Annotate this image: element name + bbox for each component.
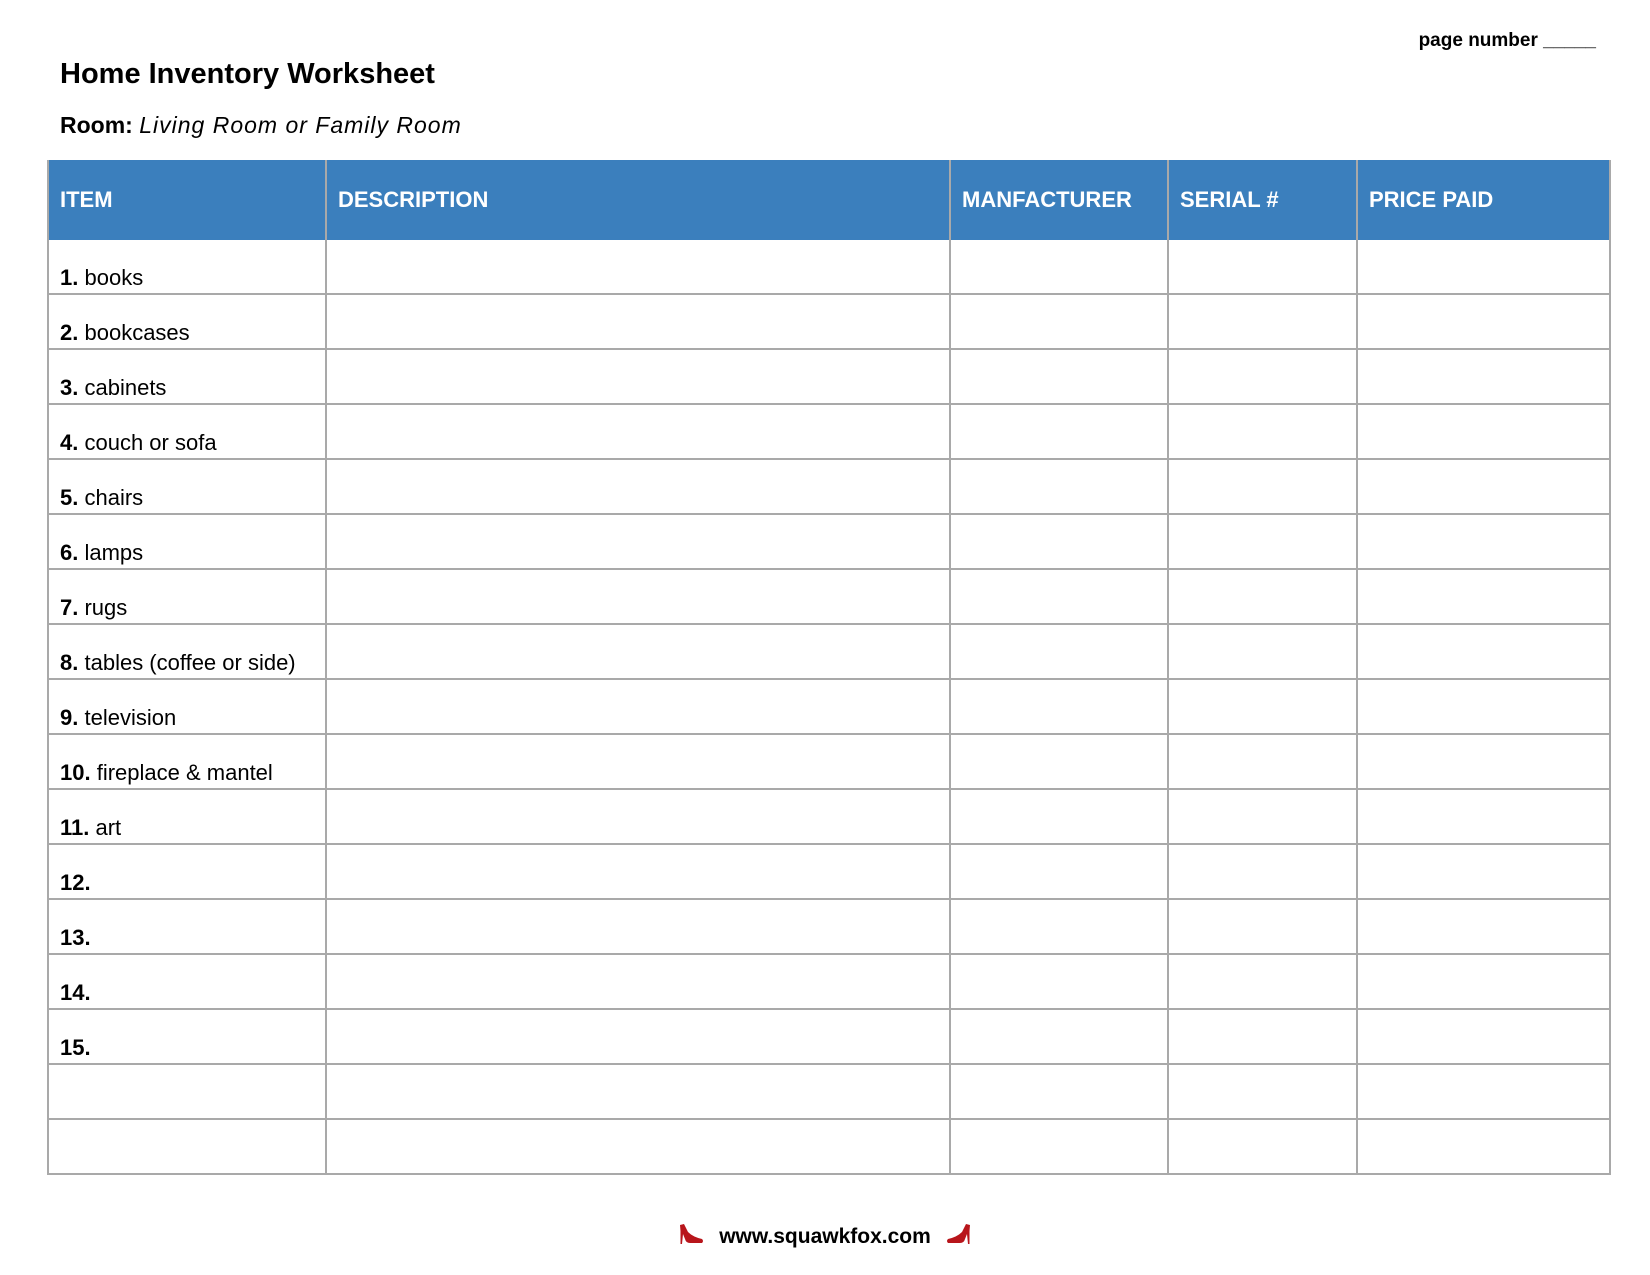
table-row [48, 844, 1610, 899]
cell-price-paid[interactable] [1357, 294, 1610, 349]
cell-serial[interactable] [1168, 624, 1357, 679]
item-name: art [95, 815, 122, 840]
item-name: tables (coffee or side) [84, 650, 296, 675]
table-row [48, 734, 1610, 789]
cell-price-paid[interactable] [1357, 459, 1610, 514]
cell-description[interactable] [326, 459, 950, 514]
table-body [48, 240, 1610, 1174]
cell-serial[interactable] [1168, 844, 1357, 899]
cell-serial[interactable] [1168, 789, 1357, 844]
cell-item[interactable] [48, 349, 326, 404]
cell-item[interactable] [48, 679, 326, 734]
cell-manufacturer[interactable] [950, 954, 1168, 1009]
cell-description[interactable] [326, 899, 950, 954]
column-header-description: DESCRIPTION [326, 160, 950, 240]
cell-manufacturer[interactable] [950, 679, 1168, 734]
table-row [48, 404, 1610, 459]
item-number: 15. [60, 1035, 91, 1060]
item-number: 5. [60, 485, 79, 510]
cell-price-paid[interactable] [1357, 1064, 1610, 1119]
table-row [48, 679, 1610, 734]
cell-item[interactable] [48, 954, 326, 1009]
cell-manufacturer[interactable] [950, 349, 1168, 404]
table-row [48, 1119, 1610, 1174]
column-header-serial: SERIAL # [1168, 160, 1357, 240]
cell-item[interactable] [48, 1064, 326, 1119]
cell-manufacturer[interactable] [950, 789, 1168, 844]
cell-item[interactable] [48, 1119, 326, 1174]
cell-price-paid[interactable] [1357, 679, 1610, 734]
red-high-heel-shoe-icon [945, 1222, 973, 1246]
cell-price-paid[interactable] [1357, 569, 1610, 624]
item-name: cabinets [84, 375, 167, 400]
cell-serial[interactable] [1168, 954, 1357, 1009]
cell-manufacturer[interactable] [950, 1119, 1168, 1174]
cell-manufacturer[interactable] [950, 844, 1168, 899]
table-row [48, 1009, 1610, 1064]
cell-description[interactable] [326, 569, 950, 624]
item-name: rugs [84, 595, 128, 620]
cell-manufacturer[interactable] [950, 569, 1168, 624]
cell-price-paid[interactable] [1357, 1119, 1610, 1174]
cell-serial[interactable] [1168, 404, 1357, 459]
cell-manufacturer[interactable] [950, 404, 1168, 459]
table-header-row [48, 160, 1610, 240]
footer [0, 1222, 1650, 1249]
cell-description[interactable] [326, 1009, 950, 1064]
table-row [48, 569, 1610, 624]
cell-manufacturer[interactable] [950, 624, 1168, 679]
cell-serial[interactable] [1168, 1064, 1357, 1119]
cell-description[interactable] [326, 624, 950, 679]
item-name: couch or sofa [84, 430, 217, 455]
cell-manufacturer[interactable] [950, 459, 1168, 514]
red-high-heel-shoe-icon [677, 1222, 705, 1246]
cell-item[interactable] [48, 899, 326, 954]
item-number: 8. [60, 650, 79, 675]
item-name: bookcases [84, 320, 190, 345]
item-name: chairs [84, 485, 144, 510]
column-header-manufacturer: MANFACTURER [950, 160, 1168, 240]
table-row [48, 954, 1610, 1009]
cell-description[interactable] [326, 844, 950, 899]
item-name: lamps [84, 540, 144, 565]
room-value: Living Room or Family Room [139, 112, 462, 138]
cell-manufacturer[interactable] [950, 1009, 1168, 1064]
item-name: fireplace & mantel [96, 760, 273, 785]
item-number: 9. [60, 705, 79, 730]
inventory-table [47, 160, 1611, 1175]
cell-item[interactable] [48, 624, 326, 679]
cell-description[interactable] [326, 514, 950, 569]
item-number: 12. [60, 870, 91, 895]
cell-price-paid[interactable] [1357, 899, 1610, 954]
cell-serial[interactable] [1168, 569, 1357, 624]
cell-item[interactable] [48, 459, 326, 514]
table-row [48, 514, 1610, 569]
cell-description[interactable] [326, 1119, 950, 1174]
item-number: 13. [60, 925, 91, 950]
cell-price-paid[interactable] [1357, 844, 1610, 899]
table-row [48, 349, 1610, 404]
cell-price-paid[interactable] [1357, 734, 1610, 789]
cell-item[interactable] [48, 514, 326, 569]
cell-description[interactable] [326, 404, 950, 459]
table-row [48, 789, 1610, 844]
cell-serial[interactable] [1168, 1009, 1357, 1064]
table-row [48, 459, 1610, 514]
cell-item[interactable] [48, 240, 326, 294]
cell-description[interactable] [326, 679, 950, 734]
room-line [60, 112, 462, 139]
cell-description[interactable] [326, 734, 950, 789]
cell-item[interactable] [48, 1009, 326, 1064]
cell-price-paid[interactable] [1357, 1009, 1610, 1064]
item-number: 11. [60, 815, 90, 840]
cell-item[interactable] [48, 789, 326, 844]
cell-serial[interactable] [1168, 294, 1357, 349]
item-name: books [84, 265, 144, 290]
cell-item[interactable] [48, 404, 326, 459]
item-number: 7. [60, 595, 79, 620]
cell-description[interactable] [326, 349, 950, 404]
table-row [48, 294, 1610, 349]
cell-manufacturer[interactable] [950, 734, 1168, 789]
cell-description[interactable] [326, 1064, 950, 1119]
cell-serial[interactable] [1168, 734, 1357, 789]
cell-price-paid[interactable] [1357, 240, 1610, 294]
item-number: 4. [60, 430, 79, 455]
room-label: Room: [60, 112, 133, 138]
cell-price-paid[interactable] [1357, 789, 1610, 844]
item-name: television [84, 705, 177, 730]
item-number: 1. [60, 265, 79, 290]
table-row [48, 1064, 1610, 1119]
item-number: 14. [60, 980, 91, 1005]
cell-serial[interactable] [1168, 679, 1357, 734]
column-header-price-paid: PRICE PAID [1357, 160, 1610, 240]
cell-description[interactable] [326, 789, 950, 844]
cell-manufacturer[interactable] [950, 899, 1168, 954]
cell-description[interactable] [326, 954, 950, 1009]
cell-serial[interactable] [1168, 240, 1357, 294]
table-row [48, 624, 1610, 679]
cell-manufacturer[interactable] [950, 514, 1168, 569]
item-number: 2. [60, 320, 79, 345]
cell-manufacturer[interactable] [950, 1064, 1168, 1119]
cell-serial[interactable] [1168, 349, 1357, 404]
table-row [48, 240, 1610, 294]
item-number: 6. [60, 540, 79, 565]
worksheet-title: Home Inventory Worksheet [60, 58, 435, 90]
cell-item[interactable] [48, 569, 326, 624]
cell-item[interactable] [48, 734, 326, 789]
table-row [48, 899, 1610, 954]
cell-item[interactable] [48, 294, 326, 349]
cell-serial[interactable] [1168, 514, 1357, 569]
cell-price-paid[interactable] [1357, 404, 1610, 459]
cell-serial[interactable] [1168, 459, 1357, 514]
cell-price-paid[interactable] [1357, 349, 1610, 404]
cell-manufacturer[interactable] [950, 240, 1168, 294]
item-number: 3. [60, 375, 79, 400]
website-link[interactable]: www.squawkfox.com [719, 1225, 931, 1248]
cell-price-paid[interactable] [1357, 624, 1610, 679]
cell-description[interactable] [326, 240, 950, 294]
cell-serial[interactable] [1168, 1119, 1357, 1174]
cell-description[interactable] [326, 294, 950, 349]
column-header-item: ITEM [48, 160, 326, 240]
page-number-label: page number _____ [1418, 30, 1596, 51]
cell-manufacturer[interactable] [950, 294, 1168, 349]
cell-item[interactable] [48, 844, 326, 899]
cell-price-paid[interactable] [1357, 514, 1610, 569]
item-number: 10. [60, 760, 91, 785]
cell-price-paid[interactable] [1357, 954, 1610, 1009]
cell-serial[interactable] [1168, 899, 1357, 954]
